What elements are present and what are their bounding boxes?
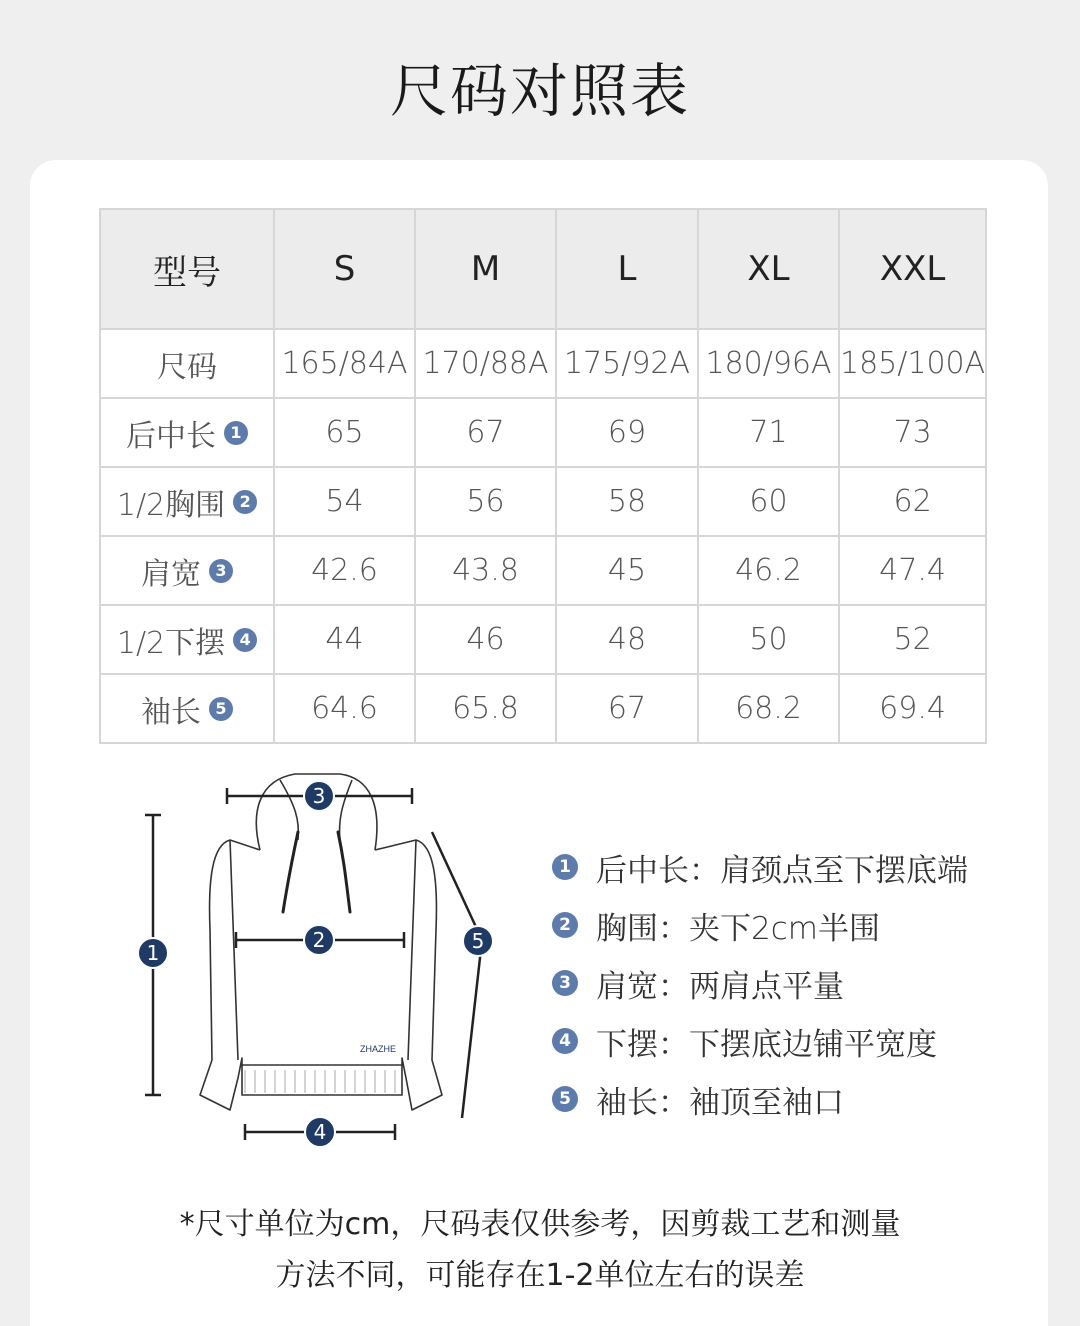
measure-marker-2 xyxy=(304,925,334,955)
brand-logo: ZHAZHE xyxy=(360,1044,396,1054)
number-badge-icon: 1 xyxy=(552,854,578,880)
number-badge-icon: 2 xyxy=(233,490,257,514)
row-label: 1/2胸围 xyxy=(116,487,226,523)
table-cell: 69 xyxy=(556,398,698,467)
table-cell: 68.2 xyxy=(698,674,839,743)
legend-text: 肩宽：两肩点平量 xyxy=(596,968,844,1005)
legend-item-2 xyxy=(552,896,968,954)
hoodie-diagram xyxy=(120,760,520,1160)
table-cell: 175/92A xyxy=(556,329,698,398)
body-outline xyxy=(200,840,442,1110)
table-cell: 56 xyxy=(415,467,556,536)
footnote-line-2: 方法不同，可能存在1-2单位左右的误差 xyxy=(275,1258,805,1293)
number-badge-icon: 4 xyxy=(552,1028,578,1054)
row-label-cell xyxy=(100,674,274,743)
table-row xyxy=(100,467,986,536)
row-label: 1/2下摆 xyxy=(116,625,226,661)
table-cell: 42.6 xyxy=(274,536,415,605)
table-cell: 64.6 xyxy=(274,674,415,743)
table-cell: 65.8 xyxy=(415,674,556,743)
legend-item-4 xyxy=(552,1012,968,1070)
table-cell: 50 xyxy=(698,605,839,674)
table-cell: 185/100A xyxy=(839,329,986,398)
table-cell: 73 xyxy=(839,398,986,467)
table-cell: 52 xyxy=(839,605,986,674)
header-cell: M xyxy=(415,209,556,329)
number-badge-icon: 5 xyxy=(209,697,233,721)
legend-item-5 xyxy=(552,1070,968,1128)
measure-marker-4 xyxy=(305,1117,335,1147)
table-cell: 67 xyxy=(556,674,698,743)
number-badge-icon: 3 xyxy=(209,559,233,583)
table-cell: 165/84A xyxy=(274,329,415,398)
legend-item-1 xyxy=(552,838,968,896)
row-label-cell xyxy=(100,467,274,536)
measure-marker-5 xyxy=(463,926,493,956)
row-label-cell xyxy=(100,536,274,605)
row-label-cell xyxy=(100,605,274,674)
row-label: 肩宽 xyxy=(141,556,201,592)
table-cell: 71 xyxy=(698,398,839,467)
row-label-cell xyxy=(100,329,274,398)
table-cell: 47.4 xyxy=(839,536,986,605)
svg-text:5: 5 xyxy=(471,929,485,953)
table-row xyxy=(100,536,986,605)
row-label: 后中长 xyxy=(126,418,216,454)
row-label: 尺码 xyxy=(157,349,217,385)
row-label: 袖长 xyxy=(141,694,201,730)
header-cell: 型号 xyxy=(100,209,274,329)
legend-text: 后中长：肩颈点至下摆底端 xyxy=(596,852,968,889)
number-badge-icon: 2 xyxy=(552,912,578,938)
page-title: 尺码对照表 xyxy=(389,57,690,125)
header-cell: XL xyxy=(698,209,839,329)
svg-text:4: 4 xyxy=(313,1120,327,1144)
svg-text:2: 2 xyxy=(312,928,326,952)
number-badge-icon: 1 xyxy=(224,421,248,445)
table-cell: 60 xyxy=(698,467,839,536)
number-badge-icon: 5 xyxy=(552,1086,578,1112)
header-cell: XXL xyxy=(839,209,986,329)
table-cell: 65 xyxy=(274,398,415,467)
table-row xyxy=(100,605,986,674)
measurement-legend xyxy=(552,838,968,1128)
measure-marker-3 xyxy=(304,781,334,811)
table-cell: 43.8 xyxy=(415,536,556,605)
header-cell: L xyxy=(556,209,698,329)
table-cell: 62 xyxy=(839,467,986,536)
row-label-cell xyxy=(100,398,274,467)
drawstring-right xyxy=(338,832,350,912)
table-cell: 54 xyxy=(274,467,415,536)
legend-text: 袖长：袖顶至袖口 xyxy=(596,1084,844,1121)
table-cell: 170/88A xyxy=(415,329,556,398)
table-row xyxy=(100,398,986,467)
legend-item-3 xyxy=(552,954,968,1012)
table-row xyxy=(100,329,986,398)
number-badge-icon: 3 xyxy=(552,970,578,996)
table-cell: 69.4 xyxy=(839,674,986,743)
table-cell: 45 xyxy=(556,536,698,605)
legend-text: 下摆：下摆底边铺平宽度 xyxy=(596,1026,937,1063)
table-header-row xyxy=(100,209,986,329)
table-cell: 180/96A xyxy=(698,329,839,398)
table-cell: 44 xyxy=(274,605,415,674)
table-row xyxy=(100,674,986,743)
table-cell: 46 xyxy=(415,605,556,674)
table-cell: 48 xyxy=(556,605,698,674)
svg-text:3: 3 xyxy=(312,784,326,808)
table-cell: 67 xyxy=(415,398,556,467)
legend-text: 胸围：夹下2cm半围 xyxy=(596,910,880,947)
svg-text:1: 1 xyxy=(146,941,160,965)
size-chart-table xyxy=(99,208,987,744)
drawstring-left xyxy=(283,832,298,912)
footnote-line-1: *尺寸单位为cm，尺码表仅供参考，因剪裁工艺和测量 xyxy=(179,1207,901,1242)
number-badge-icon: 4 xyxy=(233,628,257,652)
table-cell: 58 xyxy=(556,467,698,536)
measure-marker-1 xyxy=(138,938,168,968)
header-cell: S xyxy=(274,209,415,329)
table-cell: 46.2 xyxy=(698,536,839,605)
